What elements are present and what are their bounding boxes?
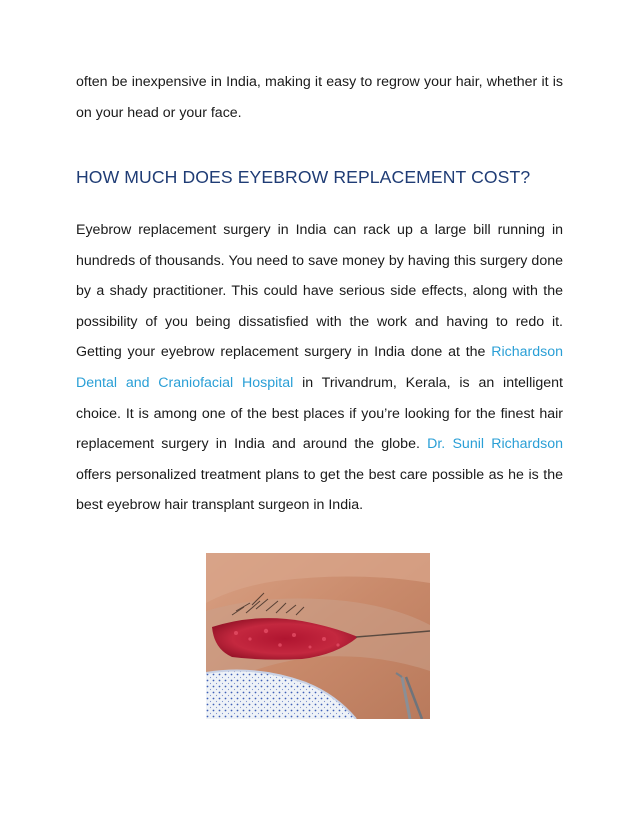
body-paragraph	[76, 215, 563, 521]
body-text-1: Eyebrow replacement surgery in India can rack up a large bill running in hundreds of thousands. You need to save money by having this surgery done by a shady practitioner. This could have serious side effects, along with the possibility of you being dissatisfied with the work and having to redo it. Getting your eyebrow replacement surgery in India done at the	[76, 222, 563, 361]
eyebrow-surgery-photo	[206, 553, 430, 719]
body-text-2: in Trivandrum, Kerala, is an intelligent choice. It is among one of the best places if you’re looking for the finest hair replacement surgery in India and around the globe.	[76, 374, 563, 453]
doctor-link[interactable]: Dr. Sunil Richardson	[427, 436, 563, 453]
body-text-3: offers personalized treatment plans to get the best care possible as he is the best eyebrow hair transplant surgeon in India.	[76, 466, 563, 514]
intro-text: often be inexpensive in India, making it easy to regrow your hair, whether it is on your head or your face.	[76, 74, 563, 121]
section-heading: HOW MUCH DOES EYEBROW REPLACEMENT COST?	[76, 167, 531, 187]
hospital-link[interactable]: Richardson Dental and Craniofacial Hospital	[76, 344, 563, 391]
intro-paragraph	[76, 67, 563, 128]
